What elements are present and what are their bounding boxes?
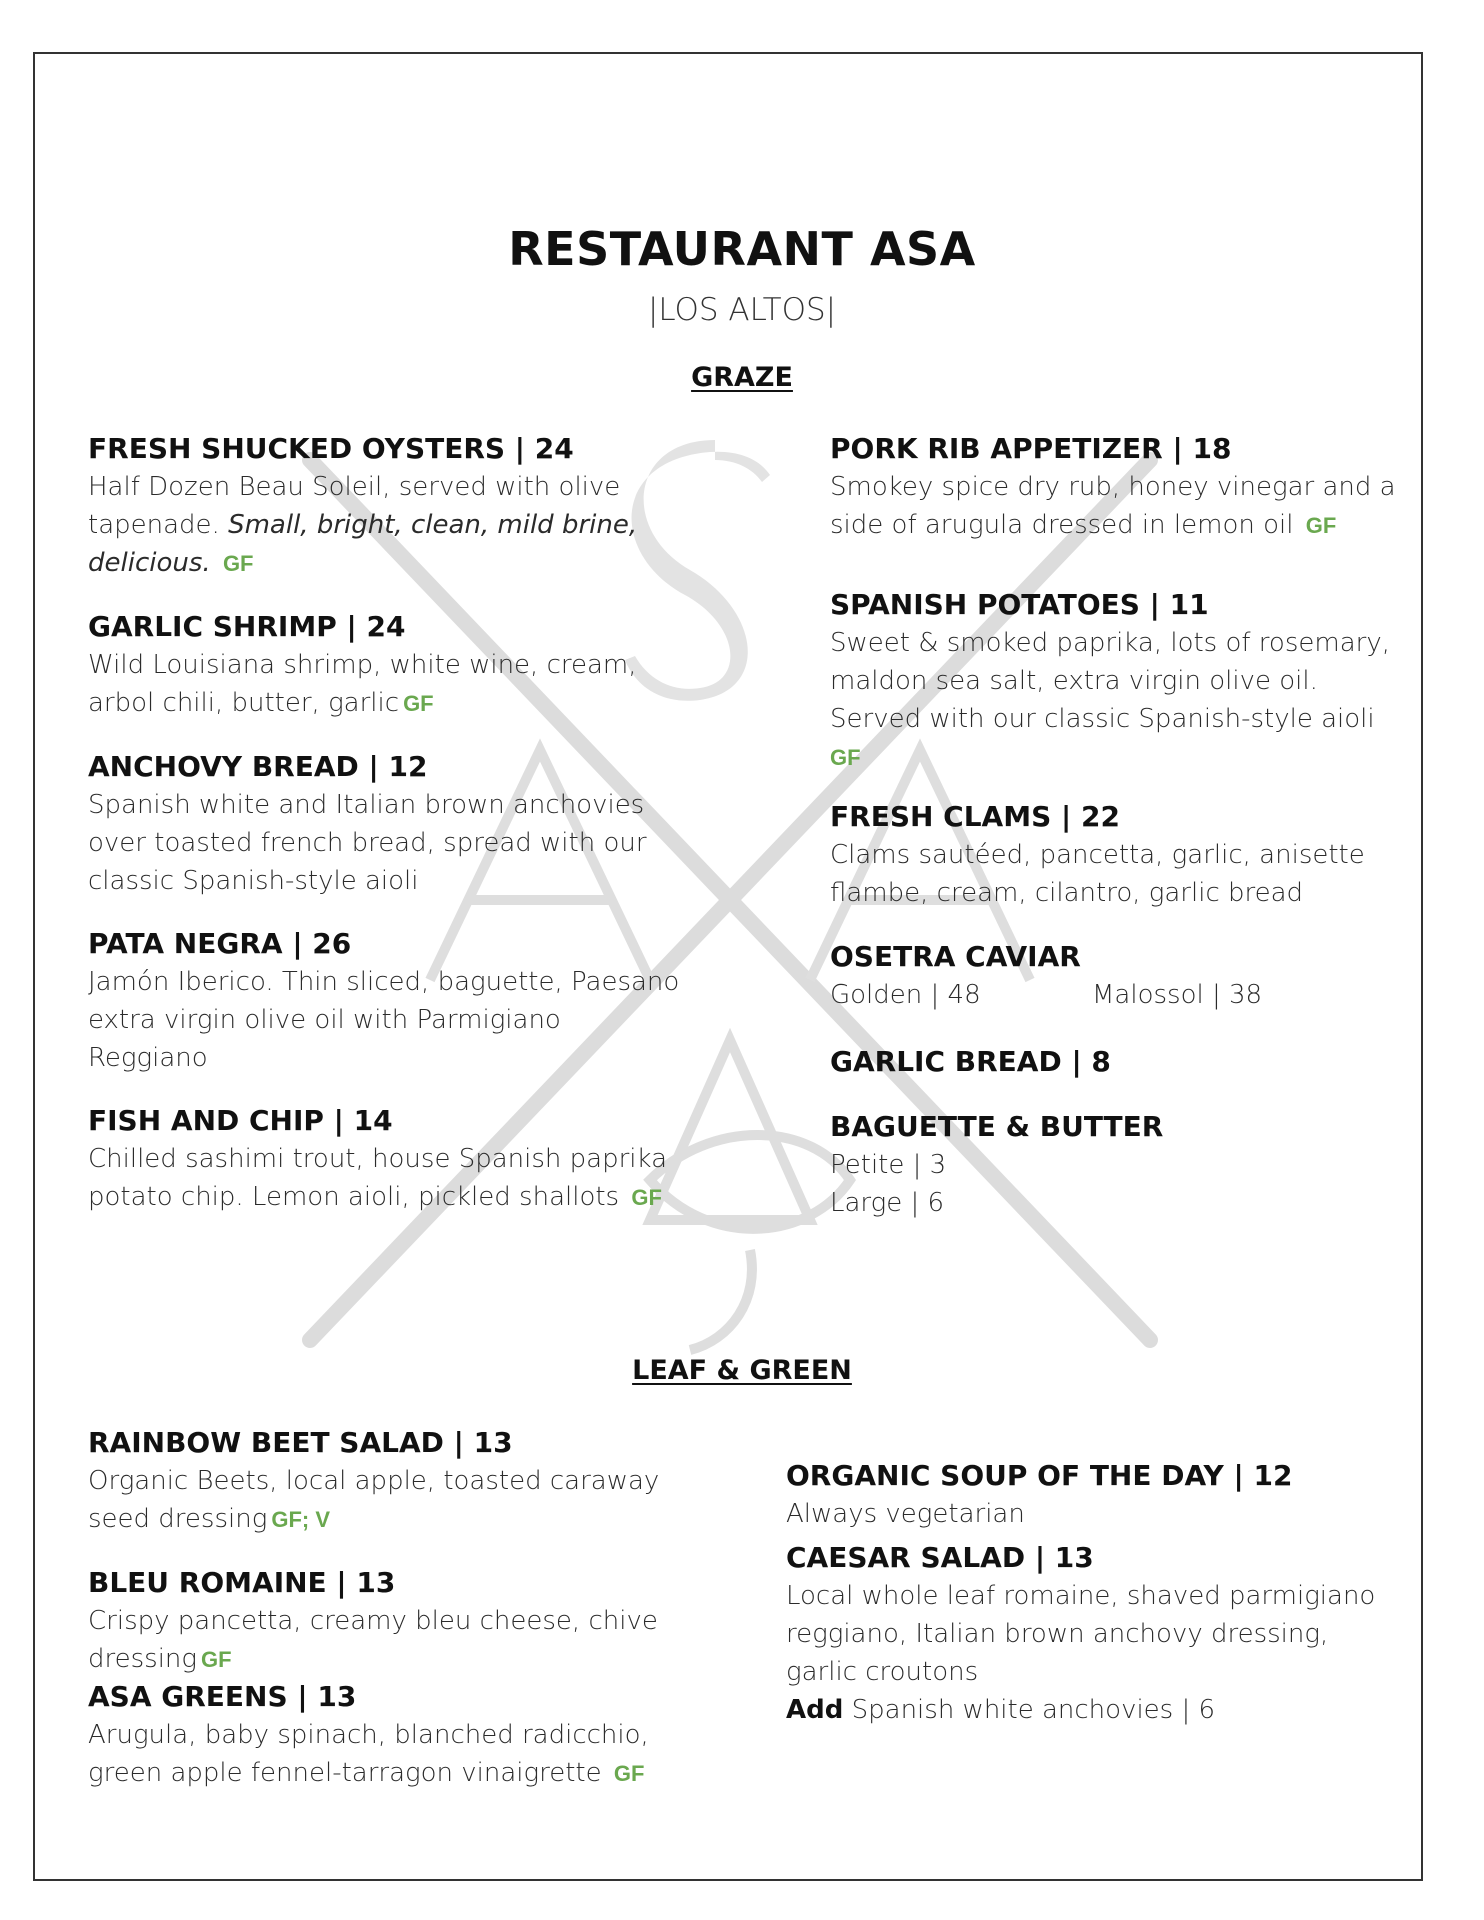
item-title: PATA NEGRA | 26 bbox=[88, 927, 352, 960]
menu-item-osetra-caviar bbox=[830, 940, 1410, 1014]
item-title: FRESH SHUCKED OYSTERS | 24 bbox=[88, 432, 574, 465]
restaurant-name: RESTAURANT ASA bbox=[508, 222, 976, 276]
item-title: GARLIC SHRIMP | 24 bbox=[88, 610, 406, 643]
item-description: Sweet & smoked paprika, lots of rosemary, maldon sea salt, extra virgin olive oil. Served with our classic Spanish-style aioli GF bbox=[830, 628, 1390, 770]
gluten-free-tag: GF bbox=[631, 1185, 662, 1210]
dietary-tag: GF; V bbox=[271, 1507, 330, 1532]
item-description: Arugula, baby spinach, blanched radicchio, green apple fennel-tarragon vinaigrette GF bbox=[88, 1720, 649, 1788]
item-title: GARLIC BREAD | 8 bbox=[830, 1045, 1111, 1078]
menu-item-anchovy-bread bbox=[88, 750, 688, 900]
item-title: ASA GREENS | 13 bbox=[88, 1680, 357, 1713]
item-title: OSETRA CAVIAR bbox=[830, 940, 1081, 973]
item-description: Smokey spice dry rub, honey vinegar and a side of arugula dressed in lemon oil GF bbox=[830, 472, 1396, 540]
gluten-free-tag: GF bbox=[613, 1761, 645, 1786]
menu-item-fresh-clams bbox=[830, 800, 1410, 912]
item-title: CAESAR SALAD | 13 bbox=[786, 1541, 1094, 1574]
menu-item-garlic-bread bbox=[830, 1045, 1410, 1081]
menu-item-soup-of-the-day bbox=[786, 1459, 1406, 1533]
menu-item-pork-rib bbox=[830, 432, 1410, 545]
item-size-petite: Petite | 3 bbox=[830, 1150, 947, 1180]
menu-item-spanish-potatoes bbox=[830, 588, 1410, 777]
menu-item-rainbow-beet-salad bbox=[88, 1426, 688, 1539]
item-title: SPANISH POTATOES | 11 bbox=[830, 588, 1209, 621]
restaurant-location: |LOS ALTOS| bbox=[647, 292, 837, 328]
gluten-free-tag: GF bbox=[1305, 513, 1337, 538]
item-size-large: Large | 6 bbox=[830, 1188, 945, 1218]
item-description: Wild Louisiana shrimp, white wine, cream, arbol chili, butter, garlic GF bbox=[88, 650, 637, 718]
item-description: Organic Beets, local apple, toasted caraway seed dressing GF; V bbox=[88, 1466, 660, 1534]
gluten-free-tag: GF bbox=[403, 691, 434, 716]
item-tasting-note: Small, bright, clean, mild brine, delicious. bbox=[88, 510, 638, 578]
menu-item-fish-and-chip bbox=[88, 1104, 668, 1217]
gluten-free-tag: GF bbox=[201, 1647, 232, 1672]
item-title: ANCHOVY BREAD | 12 bbox=[88, 750, 428, 783]
item-title: FISH AND CHIP | 14 bbox=[88, 1104, 393, 1137]
menu-item-garlic-shrimp bbox=[88, 610, 688, 723]
item-title: PORK RIB APPETIZER | 18 bbox=[830, 432, 1232, 465]
menu-item-oysters bbox=[88, 432, 688, 583]
item-title: RAINBOW BEET SALAD | 13 bbox=[88, 1426, 513, 1459]
item-title: BAGUETTE & BUTTER bbox=[830, 1110, 1164, 1143]
add-on-text: Spanish white anchovies | 6 bbox=[851, 1695, 1216, 1725]
section-heading-graze: GRAZE bbox=[691, 362, 793, 393]
add-on-label: Add bbox=[786, 1695, 844, 1725]
item-description: Chilled sashimi trout, house Spanish paprika potato chip. Lemon aioli, pickled shallots GF bbox=[88, 1144, 668, 1212]
menu-item-baguette-butter bbox=[830, 1110, 1410, 1222]
item-description: Half Dozen Beau Soleil, served with olive tapenade. Small, bright, clean, mild brine, delicious. GF bbox=[88, 472, 638, 578]
section-heading-leaf-and-green: LEAF & GREEN bbox=[632, 1355, 852, 1386]
menu-item-bleu-romaine bbox=[88, 1566, 688, 1679]
caviar-option-golden: Golden | 48 bbox=[830, 980, 981, 1010]
item-description: Crispy pancetta, creamy bleu cheese, chive dressing GF bbox=[88, 1606, 658, 1674]
item-description: Jamón Iberico. Thin sliced, baguette, Paesano extra virgin olive oil with Parmigiano Reggiano bbox=[88, 967, 680, 1073]
item-description: Clams sautéed, pancetta, garlic, anisette flambe, cream, cilantro, garlic bread bbox=[830, 840, 1365, 908]
item-options bbox=[830, 976, 1410, 1014]
item-title: BLEU ROMAINE | 13 bbox=[88, 1566, 396, 1599]
item-add-on bbox=[786, 1691, 1406, 1729]
item-description: Local whole leaf romaine, shaved parmigiano reggiano, Italian brown anchovy dressing, garlic croutons bbox=[786, 1581, 1376, 1687]
item-title: ORGANIC SOUP OF THE DAY | 12 bbox=[786, 1459, 1293, 1492]
item-description: Always vegetarian bbox=[786, 1499, 1025, 1529]
gluten-free-tag: GF bbox=[830, 745, 861, 770]
menu-item-caesar-salad bbox=[786, 1541, 1406, 1729]
gluten-free-tag: GF bbox=[222, 551, 254, 576]
caviar-option-malossol: Malossol | 38 bbox=[1092, 980, 1263, 1010]
item-description: Spanish white and Italian brown anchovies over toasted french bread, spread with our classic Spanish-style aioli bbox=[88, 790, 647, 896]
menu-item-pata-negra bbox=[88, 927, 688, 1077]
item-title: FRESH CLAMS | 22 bbox=[830, 800, 1120, 833]
menu-item-asa-greens bbox=[88, 1680, 688, 1793]
